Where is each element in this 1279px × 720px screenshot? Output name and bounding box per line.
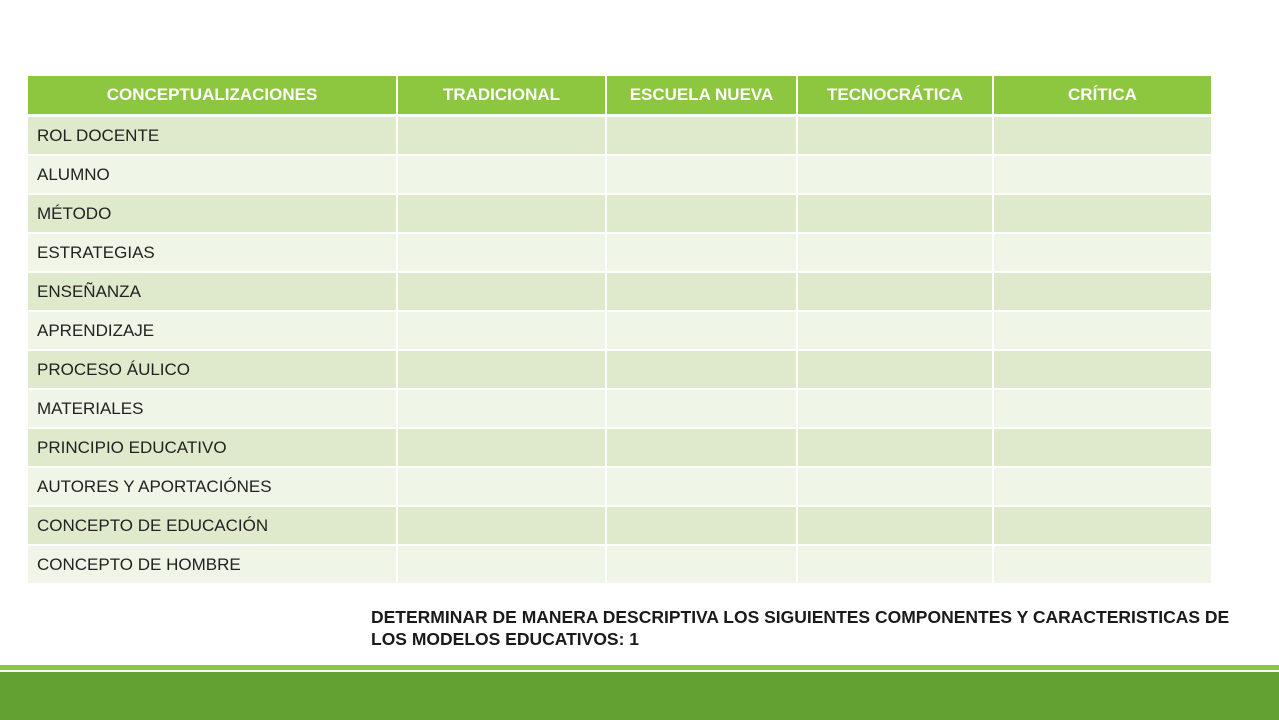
cell-tradicional [397, 116, 606, 156]
row-label-alumno: ALUMNO [28, 155, 397, 194]
cell-tecnocratica [797, 350, 993, 389]
row-label-rol-docente: ROL DOCENTE [28, 116, 397, 156]
cell-tradicional [397, 233, 606, 272]
cell-tecnocratica [797, 272, 993, 311]
cell-critica [993, 155, 1211, 194]
row-label-principio-educativo: PRINCIPIO EDUCATIVO [28, 428, 397, 467]
cell-tecnocratica [797, 311, 993, 350]
cell-escuela-nueva [606, 194, 797, 233]
cell-escuela-nueva [606, 428, 797, 467]
cell-tradicional [397, 155, 606, 194]
cell-tradicional [397, 389, 606, 428]
cell-tecnocratica [797, 545, 993, 584]
table-row [28, 272, 1211, 311]
cell-critica [993, 545, 1211, 584]
table-row [28, 116, 1211, 156]
row-label-concepto-educacion: CONCEPTO DE EDUCACIÓN [28, 506, 397, 545]
cell-escuela-nueva [606, 467, 797, 506]
cell-tecnocratica [797, 194, 993, 233]
cell-escuela-nueva [606, 506, 797, 545]
cell-critica [993, 389, 1211, 428]
table-row [28, 155, 1211, 194]
cell-critica [993, 428, 1211, 467]
row-label-materiales: MATERIALES [28, 389, 397, 428]
table-row [28, 389, 1211, 428]
header-escuela-nueva: ESCUELA NUEVA [606, 76, 797, 116]
cell-escuela-nueva [606, 233, 797, 272]
cell-critica [993, 350, 1211, 389]
table-row [28, 506, 1211, 545]
cell-tecnocratica [797, 155, 993, 194]
table-row [28, 467, 1211, 506]
cell-critica [993, 116, 1211, 156]
cell-escuela-nueva [606, 116, 797, 156]
row-label-concepto-hombre: CONCEPTO DE HOMBRE [28, 545, 397, 584]
cell-escuela-nueva [606, 155, 797, 194]
cell-tradicional [397, 272, 606, 311]
cell-escuela-nueva [606, 545, 797, 584]
table-row [28, 350, 1211, 389]
cell-tradicional [397, 194, 606, 233]
cell-tecnocratica [797, 116, 993, 156]
cell-tradicional [397, 311, 606, 350]
row-label-metodo: MÉTODO [28, 194, 397, 233]
footer-band [0, 672, 1279, 720]
cell-critica [993, 467, 1211, 506]
header-critica: CRÍTICA [993, 76, 1211, 116]
row-label-aprendizaje: APRENDIZAJE [28, 311, 397, 350]
table-row [28, 545, 1211, 584]
header-tecnocratica: TECNOCRÁTICA [797, 76, 993, 116]
header-conceptualizaciones: CONCEPTUALIZACIONES [28, 76, 397, 116]
cell-critica [993, 311, 1211, 350]
row-label-estrategias: ESTRATEGIAS [28, 233, 397, 272]
cell-escuela-nueva [606, 272, 797, 311]
educational-models-table [28, 76, 1211, 585]
instruction-text: DETERMINAR DE MANERA DESCRIPTIVA LOS SIGUIENTES COMPONENTES Y CARACTERISTICAS DE LOS MODELOS EDUCATIVOS: 1 [371, 607, 1230, 649]
table-row [28, 233, 1211, 272]
cell-tecnocratica [797, 233, 993, 272]
cell-tecnocratica [797, 506, 993, 545]
cell-escuela-nueva [606, 350, 797, 389]
cell-tradicional [397, 350, 606, 389]
cell-critica [993, 233, 1211, 272]
header-tradicional: TRADICIONAL [397, 76, 606, 116]
row-label-autores-aportaciones: AUTORES Y APORTACIÓNES [28, 467, 397, 506]
cell-tradicional [397, 545, 606, 584]
cell-tecnocratica [797, 467, 993, 506]
cell-tecnocratica [797, 389, 993, 428]
cell-critica [993, 272, 1211, 311]
cell-critica [993, 194, 1211, 233]
cell-escuela-nueva [606, 311, 797, 350]
table-row [28, 311, 1211, 350]
table-row [28, 428, 1211, 467]
cell-critica [993, 506, 1211, 545]
cell-escuela-nueva [606, 389, 797, 428]
cell-tecnocratica [797, 428, 993, 467]
cell-tradicional [397, 428, 606, 467]
cell-tradicional [397, 506, 606, 545]
table-header-row [28, 76, 1211, 116]
row-label-proceso-aulico: PROCESO ÁULICO [28, 350, 397, 389]
row-label-ensenanza: ENSEÑANZA [28, 272, 397, 311]
table-row [28, 194, 1211, 233]
footer-accent-line [0, 665, 1279, 670]
cell-tradicional [397, 467, 606, 506]
